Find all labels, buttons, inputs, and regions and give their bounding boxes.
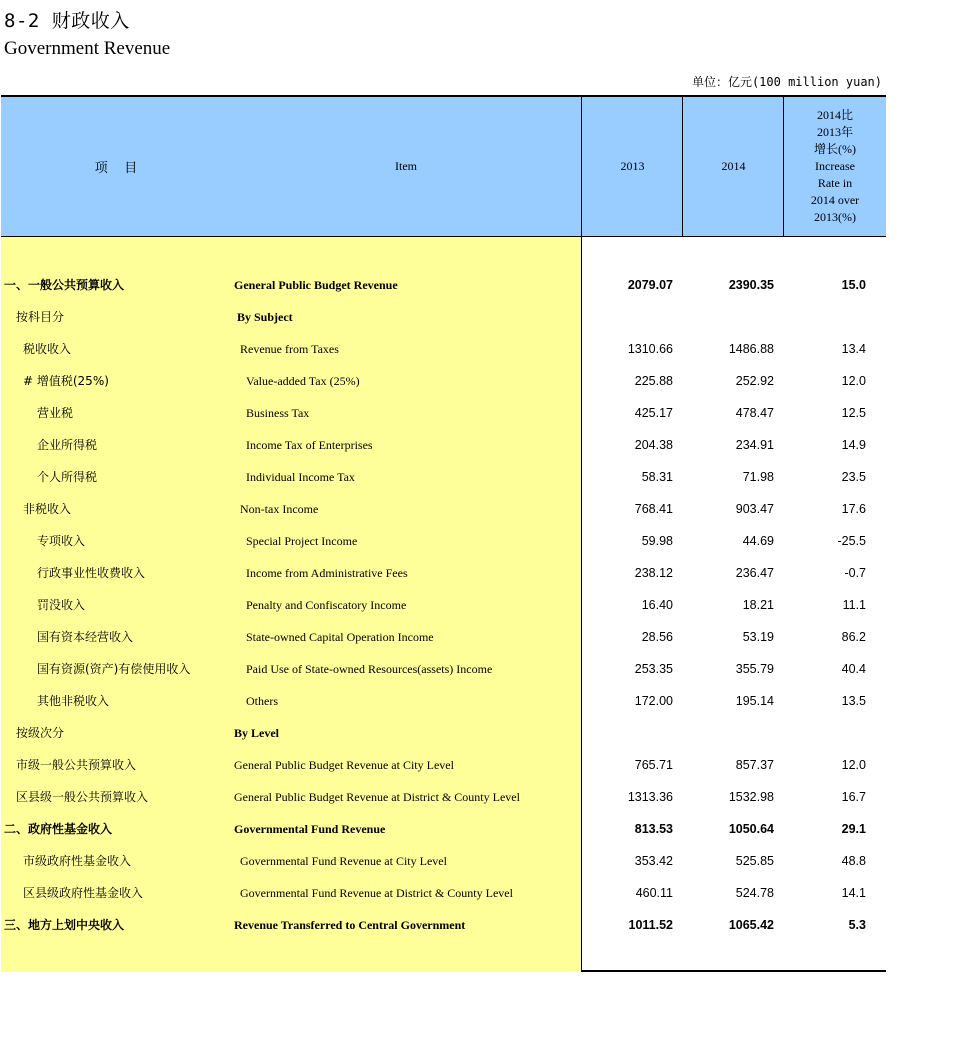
row-item-cn: 行政事业性收费收入 [37,566,146,580]
row-increase-rate: 11.1 [842,598,866,612]
table-row [1,557,886,589]
row-increase-rate: 13.5 [841,694,866,708]
row-item-en: Governmental Fund Revenue at City Level [240,854,447,868]
row-value-2013: 1011.52 [628,918,673,932]
row-value-2013: 353.42 [634,854,673,868]
table-row [1,909,886,941]
header-rate-line: 2013(%) [813,210,856,224]
row-value-2013: 225.88 [634,374,673,388]
row-value-2013: 16.40 [641,598,673,612]
table-row [1,525,886,557]
row-increase-rate: 48.8 [841,854,866,868]
table-row [1,493,886,525]
row-increase-rate: 13.4 [841,342,866,356]
row-increase-rate: 40.4 [841,662,866,676]
row-value-2014: 478.47 [735,406,774,420]
row-value-2014: 524.78 [735,886,774,900]
row-item-cn: 区县级一般公共预算收入 [16,790,149,804]
row-value-2013: 1313.36 [627,790,673,804]
row-value-2014: 44.69 [742,534,774,548]
row-increase-rate: 12.0 [841,374,866,388]
row-item-cn: 一、一般公共预算收入 [4,278,125,292]
table-row [1,301,886,333]
row-item-en: Revenue from Taxes [240,342,339,356]
row-value-2013: 768.41 [634,502,673,516]
row-item-en: Revenue Transferred to Central Government [234,918,466,932]
row-value-2013: 58.31 [641,470,673,484]
row-value-2014: 53.19 [742,630,774,644]
row-item-en: Special Project Income [246,534,358,548]
row-item-en: Income Tax of Enterprises [246,438,373,452]
row-value-2014: 1532.98 [728,790,774,804]
row-item-cn: 个人所得税 [37,470,98,484]
row-item-cn: 国有资本经营收入 [37,630,134,644]
row-value-2013: 204.38 [634,438,673,452]
row-item-en: General Public Budget Revenue [234,278,398,292]
page-title-cn: 8-2 财政收入 [4,10,130,32]
header-rate-line: 2014 over [810,193,860,207]
row-item-cn: 非税收入 [23,502,72,516]
row-increase-rate: 14.1 [841,886,866,900]
row-item-en: Governmental Fund Revenue [234,822,386,836]
row-item-cn: 企业所得税 [37,438,98,452]
table-row [1,749,886,781]
row-value-2014: 1486.88 [728,342,774,356]
row-item-cn: 区县级政府性基金收入 [23,886,144,900]
row-item-en: Individual Income Tax [246,470,355,484]
table-row [1,365,886,397]
row-value-2014: 236.47 [735,566,774,580]
table-row [1,877,886,909]
row-value-2014: 857.37 [735,758,774,772]
row-value-2013: 1310.66 [627,342,673,356]
header-rate-line: 2014比 [816,108,853,122]
row-value-2013: 460.11 [635,886,673,900]
row-value-2014: 355.79 [735,662,774,676]
row-item-en: General Public Budget Revenue at District & County Level [234,790,520,804]
header-rate-line: 增长(%) [813,142,856,156]
row-item-en: By Subject [237,310,293,324]
table-row [1,845,886,877]
row-item-en: Non-tax Income [240,502,319,516]
table-row [1,621,886,653]
row-item-cn: 按级次分 [16,726,65,740]
row-item-cn: 罚没收入 [37,598,86,612]
row-increase-rate: 29.1 [841,822,866,836]
header-rate-line: 2013年 [816,125,853,139]
row-item-cn: 专项收入 [37,534,86,548]
row-item-cn: 国有资源(资产)有偿使用收入 [37,662,191,676]
row-increase-rate: 12.0 [841,758,866,772]
row-value-2014: 1065.42 [728,918,774,932]
table-row [1,653,886,685]
row-increase-rate: 15.0 [841,278,866,292]
row-item-en: Governmental Fund Revenue at District & County Level [240,886,513,900]
row-value-2013: 238.12 [634,566,673,580]
row-value-2014: 525.85 [735,854,774,868]
row-item-cn: 市级一般公共预算收入 [16,758,137,772]
row-increase-rate: -0.7 [844,566,866,580]
table-header [1,97,886,237]
header-rate-line: Rate in [817,176,853,190]
header-item-cn: 项 目 [94,161,138,176]
row-item-en: Penalty and Confiscatory Income [246,598,407,612]
row-item-cn: 三、地方上划中央收入 [4,918,125,932]
row-value-2014: 252.92 [735,374,774,388]
row-value-2013: 253.35 [634,662,673,676]
row-item-en: State-owned Capital Operation Income [246,630,434,644]
row-increase-rate: 86.2 [841,630,866,644]
row-value-2014: 903.47 [735,502,774,516]
header-rate-line: Increase [815,159,855,173]
row-value-2014: 2390.35 [728,278,774,292]
revenue-table [1,95,886,972]
header-2014: 2014 [682,97,784,236]
row-item-cn: 营业税 [37,406,74,420]
table-row [1,461,886,493]
header-item-en: Item [395,159,417,173]
row-item-en: By Level [234,726,279,740]
row-item-en: Income from Administrative Fees [246,566,408,580]
row-value-2013: 59.98 [641,534,673,548]
row-item-en: Value-added Tax (25%) [246,374,360,388]
row-value-2013: 172.00 [634,694,673,708]
row-item-en: Business Tax [246,406,310,420]
header-2013: 2013 [581,97,683,236]
row-value-2013: 28.56 [641,630,673,644]
page-title-en: Government Revenue [4,38,171,59]
row-value-2013: 813.53 [634,822,673,836]
row-item-cn: 二、政府性基金收入 [4,822,113,836]
table-row [1,269,886,301]
row-value-2014: 1050.64 [728,822,774,836]
table-row [1,429,886,461]
table-row [1,333,886,365]
row-item-cn: 按科目分 [16,310,65,324]
row-value-2013: 425.17 [634,406,673,420]
row-value-2013: 765.71 [634,758,673,772]
row-value-2014: 195.14 [735,694,774,708]
table-row [1,717,886,749]
row-increase-rate: 23.5 [841,470,866,484]
table-row [1,781,886,813]
row-item-cn: 其他非税收入 [37,694,110,708]
row-increase-rate: -25.5 [837,534,866,548]
row-increase-rate: 16.7 [841,790,866,804]
table-row [1,397,886,429]
unit-label: 单位：亿元(100 million yuan) [691,75,882,89]
row-item-en: Paid Use of State-owned Resources(assets) Income [246,662,493,676]
table-row [1,813,886,845]
row-increase-rate: 14.9 [841,438,866,452]
row-value-2014: 234.91 [735,438,774,452]
header-increase-rate [783,97,886,236]
row-increase-rate: 17.6 [841,502,866,516]
row-value-2014: 71.98 [742,470,774,484]
row-item-cn: # 增值税(25%) [23,374,109,388]
table-row [1,685,886,717]
table-row [1,589,886,621]
row-value-2014: 18.21 [742,598,774,612]
row-increase-rate: 5.3 [848,918,866,932]
row-increase-rate: 12.5 [841,406,866,420]
row-item-cn: 税收收入 [23,342,72,356]
row-value-2013: 2079.07 [627,278,673,292]
row-item-cn: 市级政府性基金收入 [23,854,132,868]
row-item-en: General Public Budget Revenue at City Level [234,758,454,772]
row-item-en: Others [246,694,278,708]
